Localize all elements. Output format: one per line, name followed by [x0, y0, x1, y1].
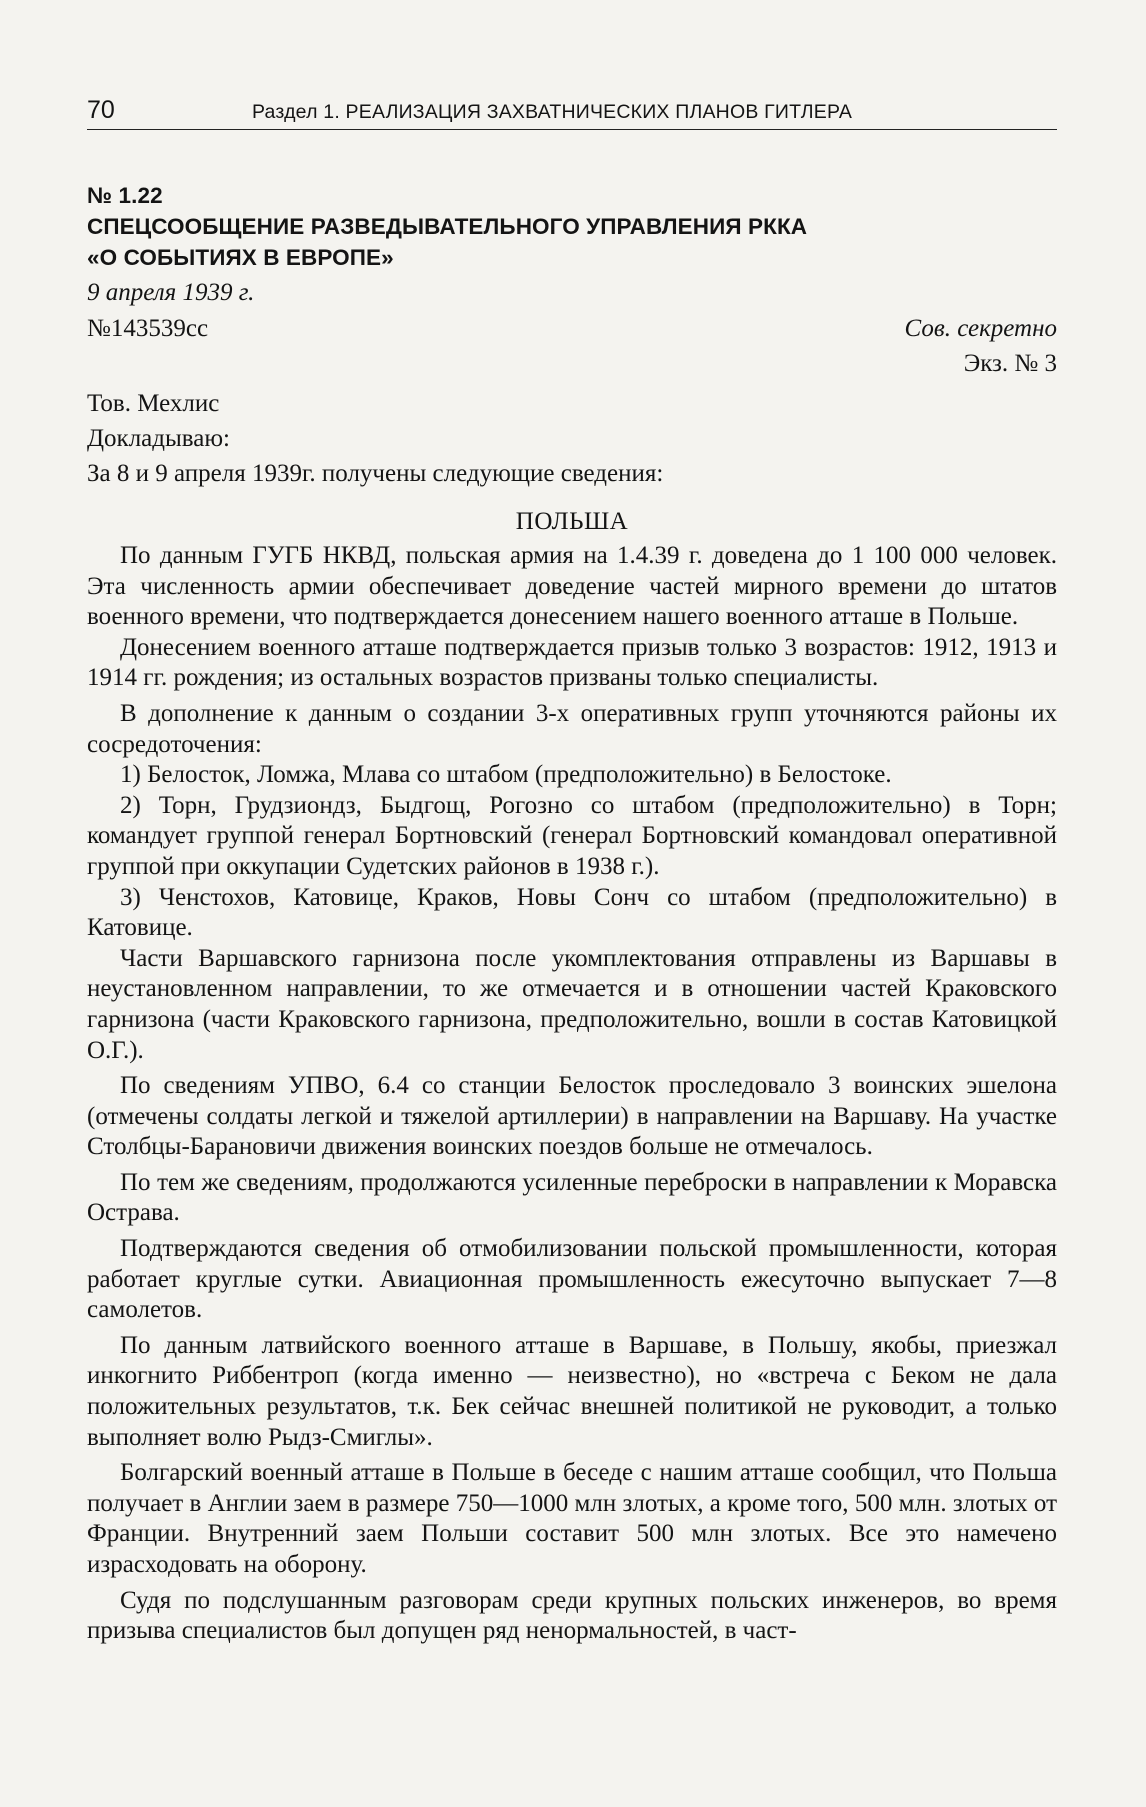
document-date: 9 апреля 1939 г.	[87, 279, 255, 306]
document-title-line-1: СПЕЦСООБЩЕНИЕ РАЗВЕДЫВАТЕЛЬНОГО УПРАВЛЕНИЯ РККА	[87, 214, 808, 239]
document-body	[87, 541, 1057, 1647]
paragraph: Донесением военного атташе подтверждается призыв только 3 возрастов: 1912, 1913 и 1914 гг. рождения; из остальных возрастов призваны только специалисты.	[87, 633, 1057, 692]
list-item: 2) Торн, Грудзиондз, Быдгощ, Рогозно со штабом (предположительно) в Торн; командует группой генерал Бортновский (генерал Бортновский командовал оперативной группой при оккупации Судетских районов в 1938 г.).	[87, 791, 1057, 880]
classification-stamp: Сов. секретно	[904, 315, 1057, 342]
list-item: 3) Ченстохов, Катовице, Краков, Новы Сонч со штабом (предположительно) в Катовице.	[87, 883, 1057, 942]
copy-number: Экз. № 3	[963, 350, 1057, 377]
paragraph: По сведениям УПВО, 6.4 со станции Белосток проследовало 3 воинских эшелона (отмечены солдаты легкой и тяжелой артиллерии) в направлении на Варшаву. На участке Столбцы-Барановичи движения воинских поездов больше не отмечалось.	[87, 1072, 1057, 1161]
paragraph: По тем же сведениям, продолжаются усиленные переброски в направлении к Моравска Острава.	[87, 1168, 1057, 1227]
paragraph: По данным ГУГБ НКВД, польская армия на 1.4.39 г. доведена до 1 100 000 человек. Эта численность армии обеспечивает доведение частей мирного времени до штатов военного времени, что подтверждается донесением нашего военного атташе в Польше.	[87, 542, 1057, 631]
document-meta	[87, 310, 1057, 382]
document-heading	[87, 180, 1057, 273]
list-item: 1) Белосток, Ломжа, Млава со штабом (предположительно) в Белостоке.	[120, 761, 892, 789]
paragraph: По данным латвийского военного атташе в Варшаве, в Польшу, якобы, приезжал инкогнито Риббентроп (когда именно — неизвестно), но «встреча с Беком не дала положительных результатов, т.к. Бек сейчас внешней политикой не руководит, а только выполняет волю Рыдз-Смиглы».	[87, 1331, 1057, 1451]
registration-number: №143539сс	[87, 315, 209, 342]
paragraph: В дополнение к данным о создании 3-х оперативных групп уточняются районы их сосредоточения:	[87, 699, 1057, 758]
addressee: Тов. Мехлис	[87, 390, 220, 417]
document-title-line-2: «О СОБЫТИЯХ В ЕВРОПЕ»	[87, 245, 394, 270]
book-page	[87, 96, 1057, 1647]
paragraph: Подтверждаются сведения об отмобилизовании польской промышленности, которая работает круглые сутки. Авиационная промышленность ежесуточно выпускает 7—8 самолетов.	[87, 1235, 1057, 1324]
paragraph: Болгарский военный атташе в Польше в беседе с нашим атташе сообщил, что Польша получает в Англии заем в размере 750—1000 млн злотых, а кроме того, 500 млн. злотых от Франции. Внутренний заем Польши составит 500 млн злотых. Все это намечено израсходовать на оборону.	[87, 1459, 1057, 1578]
document-number: № 1.22	[87, 183, 163, 208]
running-header	[87, 96, 1057, 130]
page-number: 70	[87, 96, 115, 124]
intro-line: За 8 и 9 апреля 1939г. получены следующие сведения:	[87, 460, 664, 487]
section-title: Раздел 1. РЕАЛИЗАЦИЯ ЗАХВАТНИЧЕСКИХ ПЛАНОВ ГИТЛЕРА	[252, 101, 853, 123]
paragraph: Части Варшавского гарнизона после укомплектования отправлены из Варшавы в неустановленном направлении, то же отмечается и в отношении частей Краковского гарнизона (части Краковского гарнизона, предположительно, вошли в состав Катовицкой О.Г.).	[87, 944, 1057, 1064]
report-word: Докладываю:	[87, 425, 230, 452]
paragraph: Судя по подслушанным разговорам среди крупных польских инженеров, во время призыва специалистов был допущен ряд ненормальностей, в част-	[87, 1586, 1057, 1645]
country-heading: ПОЛЬША	[515, 508, 629, 535]
